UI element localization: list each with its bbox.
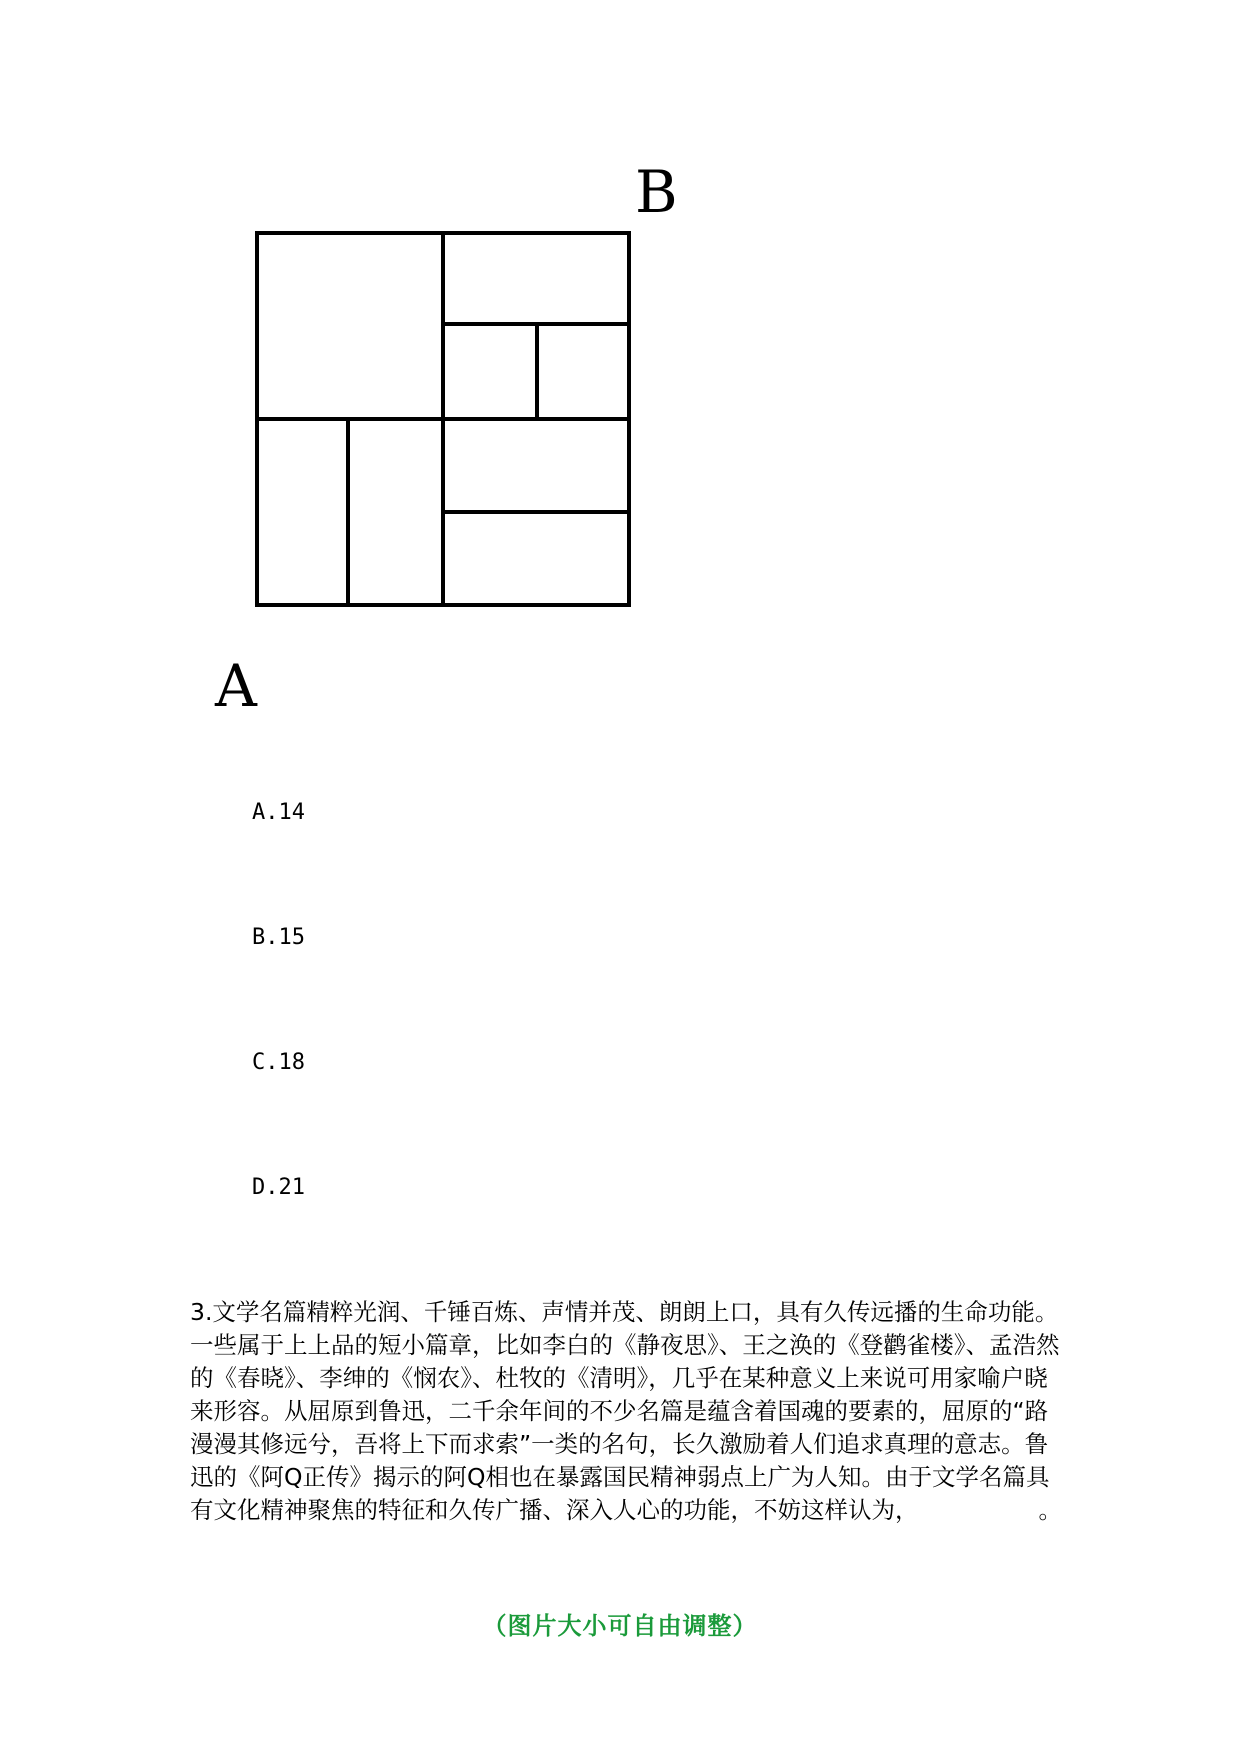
rectangle-grid — [200, 175, 760, 720]
question-paragraph — [190, 1296, 1070, 1527]
question-end: 。 — [1038, 1496, 1062, 1524]
point-a-label: A — [215, 652, 257, 720]
grid-figure — [200, 158, 760, 720]
option-d: D.21 — [252, 1175, 305, 1200]
question-text: 3.文学名篇精粹光润、千锤百炼、声情并茂、朗朗上口，具有久传远播的生命功能。一些属于上上品的短小篇章，比如李白的《静夜思》、王之涣的《登鹳雀楼》、孟浩然的《春晓》、李绅的《悯农》、杜牧的《清明》，几乎在某种意义上来说可用家喻户晓来形容。从屈原到鲁迅，二千余年间的不少名篇是蕴含着国魂的要素的，屈原的“路漫漫其修远兮，吾将上下而求索”一类的名句，长久激励着人们追求真理的意志。鲁迅的《阿Q正传》揭示的阿Q相也在暴露国民精神弱点上广为人知。由于文学名篇具有文化精神聚焦的特征和久传广播、深入人心的功能，不妨这样认为， — [190, 1298, 1060, 1524]
option-a: A.14 — [252, 800, 305, 825]
option-b: B.15 — [252, 925, 305, 950]
image-caption: （图片大小可自由调整） — [482, 1612, 758, 1640]
point-b-label: B — [635, 158, 678, 226]
option-c: C.18 — [252, 1050, 305, 1075]
